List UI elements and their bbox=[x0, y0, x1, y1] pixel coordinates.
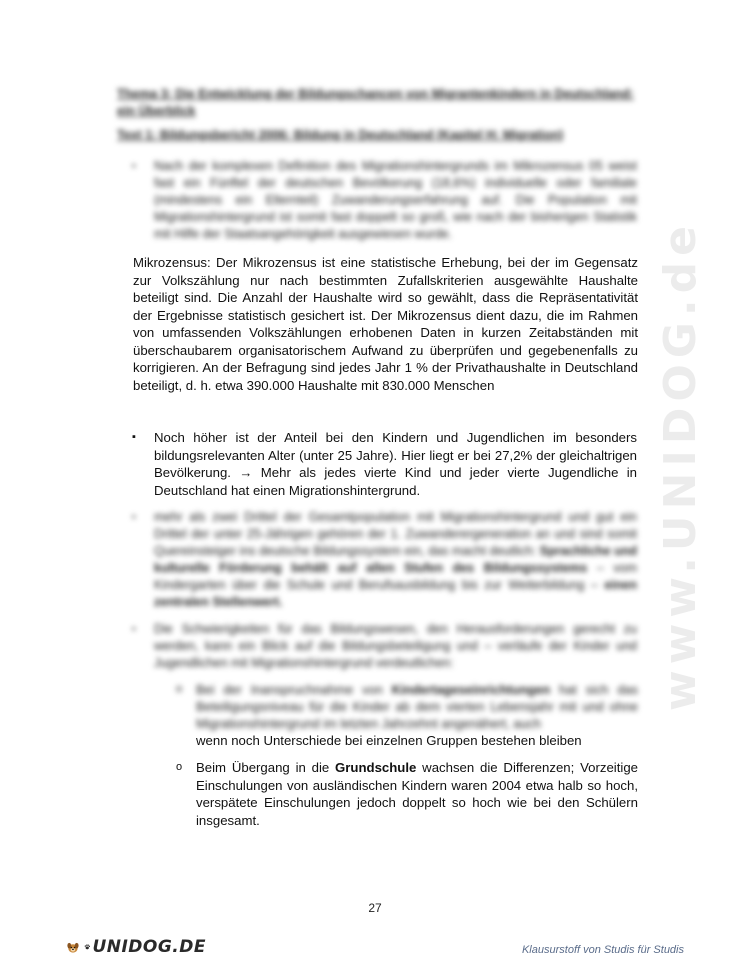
page-heading: Thema 3: Die Entwicklung der Bildungschancen von Migrantenkindern in Deutschland: ein Überblick bbox=[117, 87, 634, 118]
dog-mascot-icon bbox=[66, 932, 80, 962]
bullet-item-children-share bbox=[132, 429, 637, 499]
sub-item-text-clear: wenn noch Unterschiede bei einzelnen Gruppen bestehen bleiben bbox=[196, 733, 582, 748]
bullet-square-icon: ▪ bbox=[132, 431, 136, 443]
bullet-text: Noch höher ist der Anteil bei den Kindern und Jugendlichen im besonders bildungsrelevanten Alter (unter 25 Jahre). Hier liegt er bei 27,2% der gleichaltrigen Bevölkerung. → Mehr als jedes vierte Kind und jeder vierte Jugendliche in Deutschland hat einen Migrationshintergrund. bbox=[154, 430, 637, 498]
logo-text: UNIDOG.DE bbox=[92, 937, 206, 957]
page-number: 27 bbox=[368, 901, 382, 915]
footer-tagline: Klausurstoff von Studis für Studis bbox=[521, 944, 684, 956]
bullet-item-population bbox=[132, 158, 637, 243]
mikrozensus-paragraph: Mikrozensus: Der Mikrozensus ist eine statistische Erhebung, bei der im Gegensatz zur Volkszählung nur nach bestimmten Zufallskriterien ausgewählte Haushalte beteiligt sind. Die Anzahl der Haushalte wird so gewählt, dass die Repräsentativität der Ergebnisse statistisch gesichert ist. Der Mikrozensus dient dazu, die im Rahmen von umfassenden Volkszählungen erhobenen Daten in kurzen Zeitabständen mit überschaubarem organisatorischem Aufwand zu überprüfen und gegebenenfalls zu korrigieren. An der Befragung sind jedes Jahr 1 % der Privathaushalte in Deutschland beteiligt, d. h. etwa 390.000 Haushalte mit 830.000 Menschen bbox=[133, 255, 638, 393]
unidog-logo bbox=[66, 930, 206, 964]
sub-bullet-circle-icon: o bbox=[176, 761, 183, 773]
bullet-square-icon: ▪ bbox=[132, 161, 136, 172]
paw-icon bbox=[84, 940, 91, 954]
bullet-text: Die Schwierigkeiten für das Bildungswesen, den Herausforderungen gerecht zu werden, kann ein Blick auf die Bildungsbeteiligung und – verläufe der Kinder und Jugendlichen mit Migrationshintergrund verdeutlichen: bbox=[154, 622, 637, 670]
watermark bbox=[640, 219, 720, 711]
sub-item-kindergarten bbox=[176, 681, 638, 749]
sub-bullet-circle-icon: o bbox=[176, 683, 183, 695]
bullet-item-difficulties bbox=[132, 621, 637, 672]
bullet-square-icon: ▪ bbox=[132, 624, 136, 635]
section-subheading: Text 1: Bildungsbericht 2006: Bildung in Deutschland (Kapitel H: Migration) bbox=[117, 128, 564, 142]
bullet-square-icon: ▪ bbox=[132, 512, 136, 523]
sub-item-primary-school bbox=[176, 759, 638, 829]
bullet-text: Nach der komplexen Definition des Migrationshintergrunds im Mikrozensus 05 weist fast ein Fünftel der deutschen Bevölkerung (18,6%) individuelle oder familiale (mindestens ein Elternteil) Zuwanderungserfahrung auf. Die Population mit Migrationshintergrund ist somit fast doppelt so groß, wie nach der bisherigen Statistik mit Hilfe der Staatsangehörigkeit ausgewiesen wurde. bbox=[154, 159, 637, 241]
sub-item-text-blurred: Bei der Inanspruchnahme von Kindertageseinrichtungen hat sich das Beteiligungsniveau für die Kinder ab dem vierten Lebensjahr mit und ohne Migrationshintergrund im letzten Jahrzehnt angenähert, auch bbox=[196, 682, 638, 731]
sub-item-text: Beim Übergang in die Grundschule wachsen die Differenzen; Vorzeitige Einschulungen von ausländischen Kindern waren 2004 etwa halb so hoch, verspätete Einschulungen jedoch doppelt so hoch wie bei den Schülern insgesamt. bbox=[196, 760, 638, 828]
watermark-text: www.UNIDOG.de bbox=[654, 219, 706, 711]
bullet-item-first-generation bbox=[132, 509, 637, 611]
bullet-text: mehr als zwei Drittel der Gesamtpopulation mit Migrationshintergrund und gut ein Drittel der unter 25-Jährigen gehören der 1. Zuwanderergeneration an und sind somit Quereinsteiger ins deutsche Bildungssystem ein, das macht deutlich: Sprachliche und kulturelle Förderung behält auf allen Stufen des Bildungssystems – vom Kindergarten über die Schule und Berufsausbildung bis zur Weiterbildung – einen zentralen Stellenwert. bbox=[154, 510, 637, 609]
